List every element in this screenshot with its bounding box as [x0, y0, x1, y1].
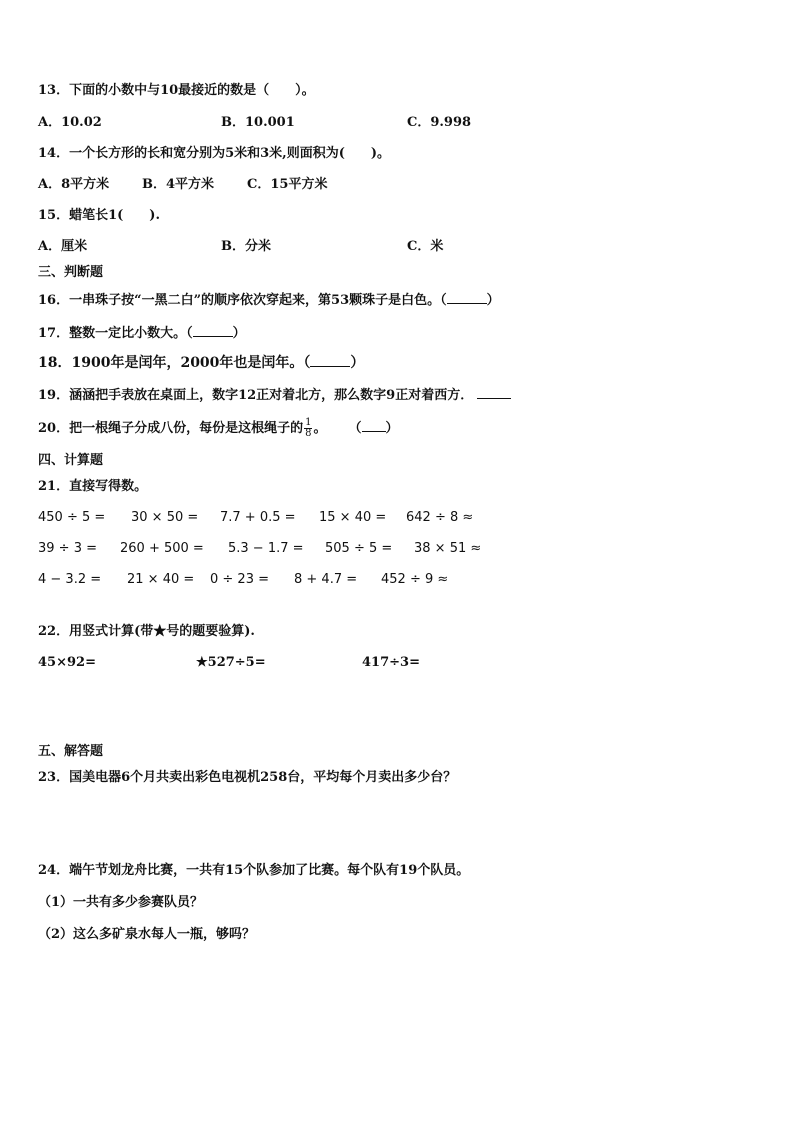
question-17 [38, 324, 246, 342]
question-22-text: 22．用竖式计算(带★号的题要验算). [38, 624, 255, 639]
q18-answer-blank[interactable] [310, 354, 350, 367]
question-24 [38, 863, 469, 879]
question-23-text: 23．国美电器6个月共卖出彩色电视机258台，平均每个月卖出多少台？ [38, 770, 457, 785]
calc-r2-c1: 39 ÷ 3 = [38, 541, 97, 556]
section-5-title: 五、解答题 [38, 744, 104, 759]
calc-r2-c5: 38 × 51 ≈ [414, 541, 482, 556]
question-24-sub-2: （2）这么多矿泉水每人一瓶，够吗？ [38, 927, 256, 942]
question-18-text: 18．1900年是闰年，2000年也是闰年。（ [38, 355, 311, 371]
question-13 [38, 83, 315, 99]
calc-r2-c3: 5.3 − 1.7 = [228, 541, 304, 556]
calc-r1-c4: 15 × 40 = [319, 510, 387, 525]
question-20-text: 20．把一根绳子分成八份，每份是这根绳子的 [38, 421, 304, 436]
question-22 [38, 624, 255, 640]
question-21 [38, 479, 147, 495]
q16-answer-blank[interactable] [447, 291, 487, 304]
calc-r3-c3: 0 ÷ 23 = [210, 572, 269, 587]
q16-close-paren: ） [486, 293, 500, 308]
question-21-text: 21．直接写得数。 [38, 479, 148, 494]
question-24-text: 24．端午节划龙舟比赛，一共有15个队参加了比赛。每个队有19个队员。 [38, 863, 470, 878]
question-18 [38, 354, 364, 371]
q22-item-2: ★527÷5= [196, 655, 266, 670]
q20-answer-blank[interactable] [362, 419, 386, 432]
question-24-sub-1: （1）一共有多少参赛队员？ [38, 895, 204, 910]
question-17-text: 17．整数一定比小数大。（ [38, 326, 193, 341]
question-15 [38, 208, 160, 224]
fraction-denominator: 8 [305, 428, 312, 439]
section-3-title: 三、判断题 [38, 265, 104, 280]
question-20 [38, 418, 399, 439]
calc-r1-c1: 450 ÷ 5 = [38, 510, 106, 525]
calc-r2-c2: 260 + 500 = [120, 541, 204, 556]
q15-option-c[interactable]: C．米 [407, 239, 444, 254]
question-14 [38, 146, 390, 162]
question-19-text: 19．涵涵把手表放在桌面上，数字12正对着北方，那么数字9正对着西方． [38, 388, 474, 403]
question-13-text: 13．下面的小数中与10最接近的数是（ ）。 [38, 83, 315, 98]
q17-close-paren: ） [232, 326, 246, 341]
calc-r2-c4: 505 ÷ 5 = [325, 541, 393, 556]
q19-answer-blank[interactable] [477, 386, 511, 399]
question-19 [38, 386, 511, 404]
q15-option-a[interactable]: A．厘米 [38, 239, 88, 254]
calc-r1-c2: 30 × 50 = [131, 510, 199, 525]
question-15-text: 15．蜡笔长1( ). [38, 208, 160, 223]
q13-option-c[interactable]: C．9.998 [407, 115, 472, 130]
calc-r3-c2: 21 × 40 = [127, 572, 195, 587]
q14-option-c[interactable]: C．15平方米 [247, 177, 328, 192]
q13-option-b[interactable]: B．10.001 [221, 115, 295, 130]
calc-r3-c5: 452 ÷ 9 ≈ [381, 572, 449, 587]
question-14-text: 14．一个长方形的长和宽分别为5米和3米,则面积为( )。 [38, 146, 391, 161]
fraction-one-eighth [304, 418, 312, 439]
q15-option-b[interactable]: B．分米 [221, 239, 271, 254]
question-16 [38, 291, 500, 309]
q14-option-b[interactable]: B．4平方米 [142, 177, 215, 192]
question-20-tail: 。 [313, 421, 327, 436]
q18-close-paren: ） [350, 355, 365, 371]
question-23 [38, 770, 456, 786]
q20-close-paren: ） [385, 421, 399, 436]
q20-open-paren: （ [348, 421, 362, 436]
fraction-numerator: 1 [305, 417, 312, 428]
calc-r1-c3: 7.7 + 0.5 = [220, 510, 296, 525]
calc-r3-c4: 8 + 4.7 = [294, 572, 358, 587]
q13-option-a[interactable]: A．10.02 [38, 115, 102, 130]
q22-item-3: 417÷3= [362, 655, 420, 670]
q22-item-1: 45×92= [38, 655, 96, 670]
q17-answer-blank[interactable] [193, 324, 233, 337]
q14-option-a[interactable]: A．8平方米 [38, 177, 110, 192]
calc-r3-c1: 4 − 3.2 = [38, 572, 102, 587]
question-16-text: 16．一串珠子按“一黑二白”的顺序依次穿起来，第53颗珠子是白色。（ [38, 293, 447, 308]
calc-r1-c5: 642 ÷ 8 ≈ [406, 510, 474, 525]
section-4-title: 四、计算题 [38, 453, 104, 468]
